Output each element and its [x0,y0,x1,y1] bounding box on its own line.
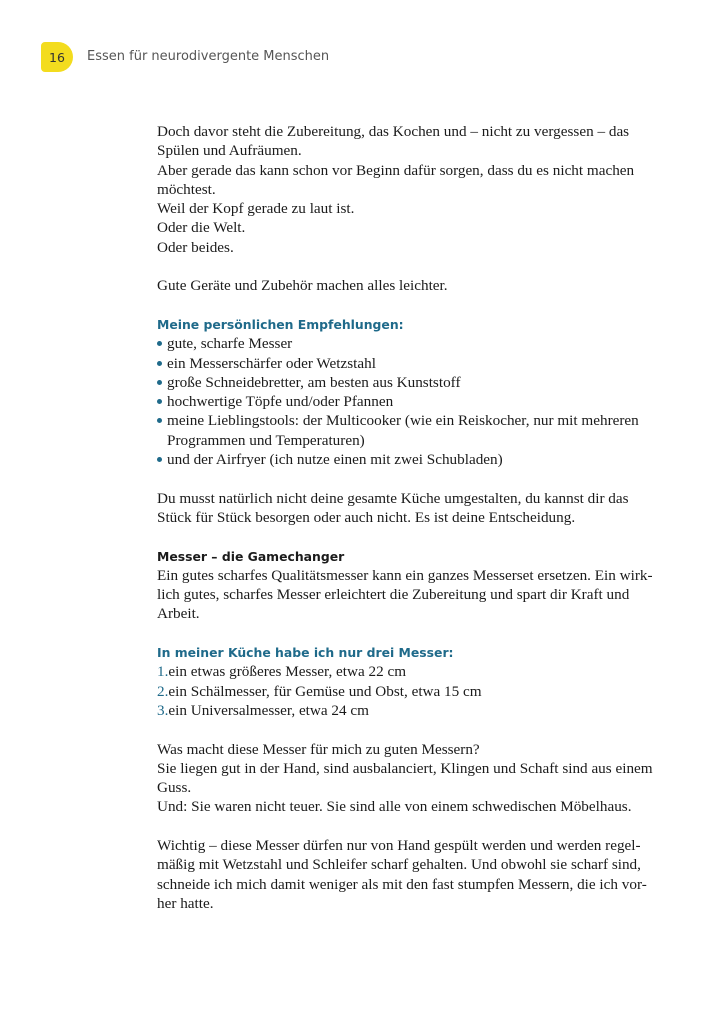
why-good-line: Was macht diese Messer für mich zu guten Messern? [157,740,480,758]
intro-line: Aber gerade das kann schon vor Beginn dafür sorgen, dass du es nicht machen [157,161,635,179]
paragraph-gap [157,527,657,546]
intro-line: Oder die Welt. [157,219,246,237]
intro-line: Spülen und Aufräumen. [157,142,302,160]
why-good-line: Sie liegen gut in der Hand, sind ausbalanciert, Klingen und Schaft sind aus einem [157,759,653,777]
paragraph-gap [157,257,657,276]
list-item: große Schneidebretter, am besten aus Kunststoff [157,373,657,392]
running-head-title: Essen für neurodivergente Menschen [87,49,330,64]
important-line: Wichtig – diese Messer dürfen nur von Hand gespült werden und werden regel- [157,836,641,854]
knives-heading: Messer – die Gamechanger [157,548,345,564]
intro-line: Weil der Kopf gerade zu laut ist. [157,200,355,218]
why-good-line: Und: Sie waren nicht teuer. Sie sind alle von einem schwedischen Möbelhaus. [157,798,632,816]
list-item: ein Messerschärfer oder Wetzstahl [157,354,657,373]
tools-line: Gute Geräte und Zubehör machen alles leichter. [157,277,448,295]
knives-line: Ein gutes scharfes Qualitätsmesser kann ein ganzes Messerset ersetzen. Ein wirk- [157,566,653,584]
body-text [157,122,657,913]
list-item: und der Airfryer (ich nutze einen mit zwei Schubladen) [157,450,657,469]
three-knives-list [157,662,657,720]
paragraph-gap [157,624,657,643]
intro-line: Doch davor steht die Zubereitung, das Kochen und – nicht zu vergessen – das [157,123,630,140]
important-line: her hatte. [157,894,214,912]
knives-line: Arbeit. [157,605,200,623]
list-item: hochwertige Töpfe und/oder Pfannen [157,392,657,411]
intro-line: Oder beides. [157,238,234,256]
knives-line: lich gutes, scharfes Messer erleichtert die Zubereitung und spart dir Kraft und [157,586,630,604]
important-line: mäßig mit Wetzstahl und Schleifer scharf gehalten. Und obwohl sie scharf sind, [157,856,641,874]
list-item: meine Lieblingstools: der Multicooker (wie ein Reiskocher, nur mit mehreren Programmen und Temperaturen) [157,411,657,450]
recommendations-list [157,334,657,469]
list-item: gute, scharfe Messer [157,334,657,353]
intro-line: möchtest. [157,180,216,198]
recommendations-heading: Meine persönlichen Empfehlungen: [157,316,404,332]
paragraph-gap [157,817,657,836]
kitchen-line: Du musst natürlich nicht deine gesamte Küche umgestalten, du kannst dir das [157,489,629,507]
paragraph-gap [157,296,657,315]
why-good-line: Guss. [157,779,192,797]
list-item: 2.ein Schälmesser, für Gemüse und Obst, etwa 15 cm [157,682,482,700]
list-item: 3.ein Universalmesser, etwa 24 cm [157,701,369,719]
paragraph-gap [157,720,657,739]
page-number-badge [41,42,73,72]
page-number: 16 [49,49,65,65]
list-item: 1.ein etwas größeres Messer, etwa 22 cm [157,663,407,681]
paragraph-gap [157,469,657,488]
kitchen-line: Stück für Stück besorgen oder auch nicht. Es ist deine Entscheidung. [157,508,576,526]
important-line: schneide ich mich damit weniger als mit den fast stumpfen Messern, die ich vor- [157,875,647,893]
three-knives-heading: In meiner Küche habe ich nur drei Messer: [157,645,454,661]
